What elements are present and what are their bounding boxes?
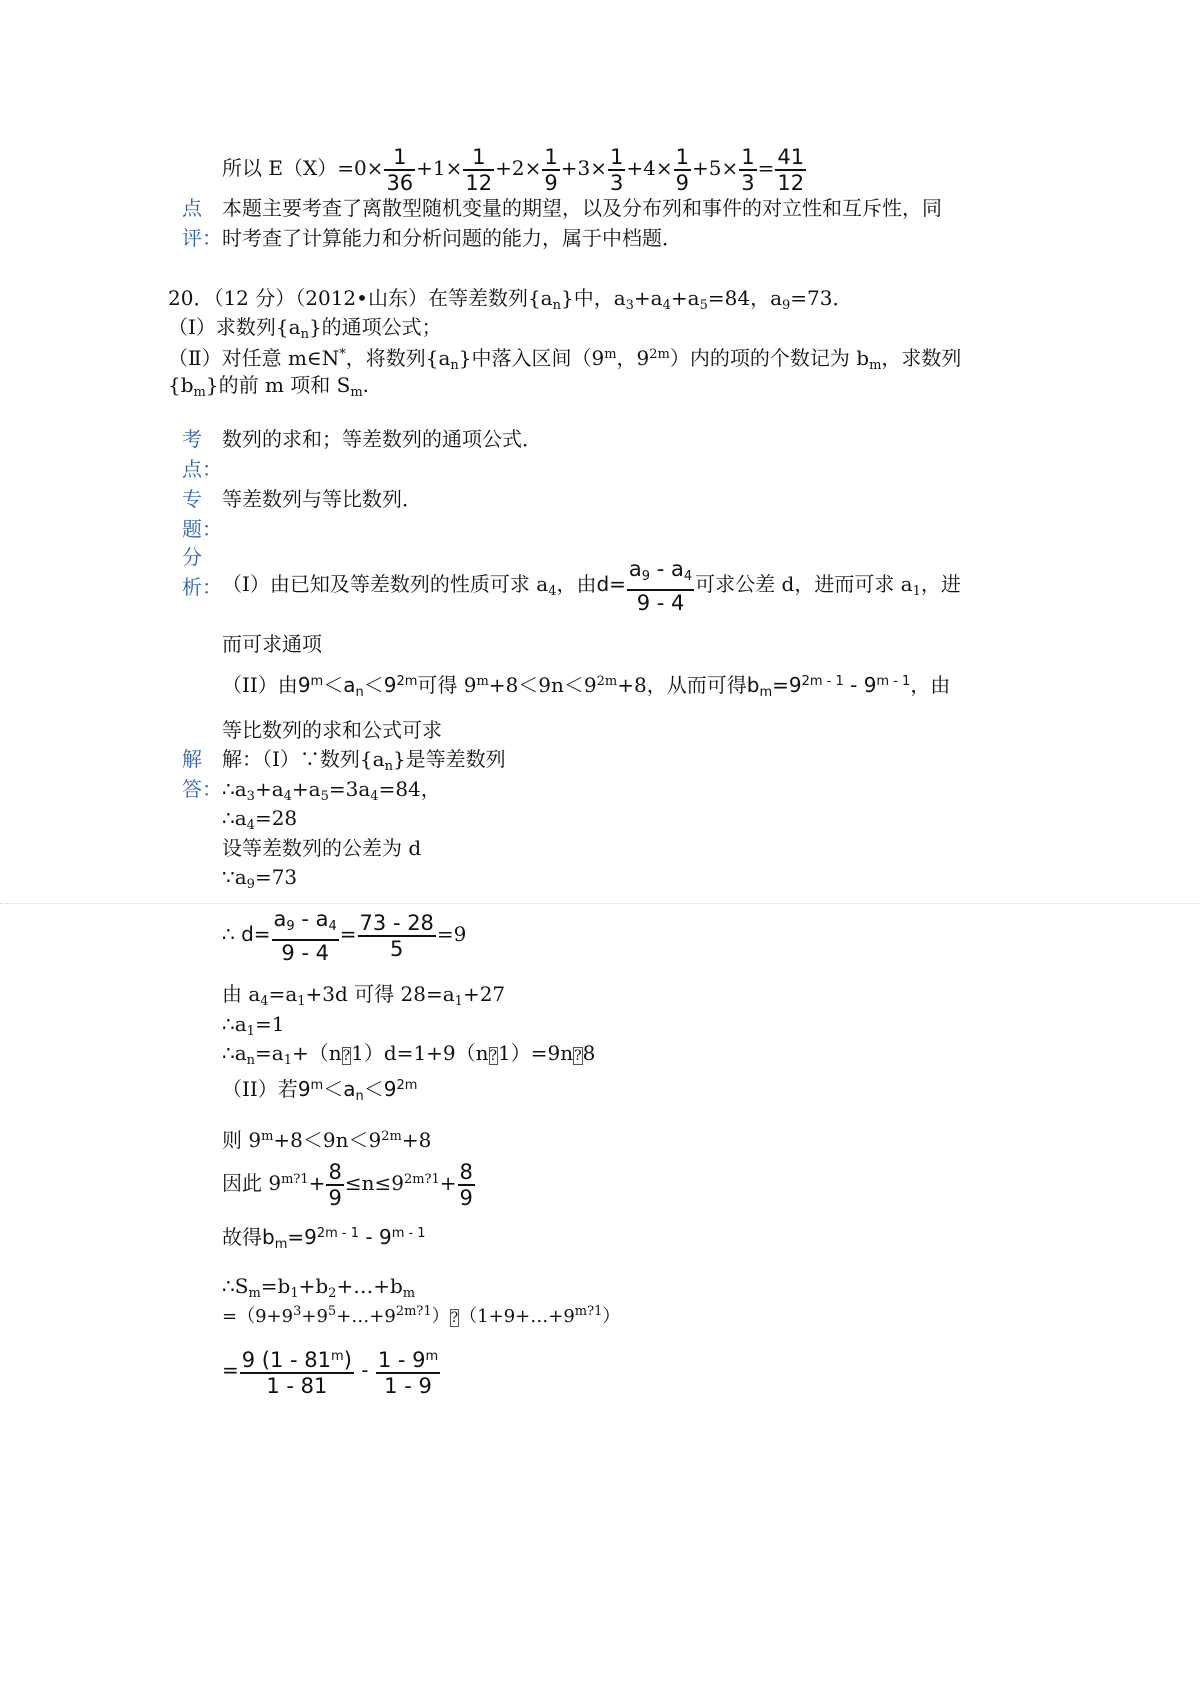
solution-line6: 由 $a_4=a_1+3d$ 可得 $28=a_1+27$: [222, 982, 506, 1009]
solution-line1: 解：（I）∵数列$\{a_n\}$是等差数列: [222, 747, 506, 774]
analysis-line1: （I）由已知及等差数列的性质可求 $a_4$，由d= $\frac{a_9 - a_4}{9 - 4}$ 可求公差 d，进而可求 $a_1$，进: [222, 556, 961, 615]
solution-sum-formula: = $\frac{9 (1 - 81^m)}{1 - 81}$ - $\frac{1 - 9^m}{1 - 9}$: [222, 1342, 441, 1398]
comment-text-2: 时考查了计算能力和分析问题的能力，属于中档题．: [222, 226, 682, 250]
expectation-line: [222, 140, 807, 196]
fraction: $\frac{1 - 9^m}{1 - 9}$: [376, 1345, 440, 1398]
key-point-label: 考 点：: [182, 427, 222, 481]
solution-label: 解 答：: [182, 747, 222, 801]
analysis-line2: 而可求通项: [222, 632, 322, 656]
solution-line2: $\therefore a_3+a_4+a_5=3a_4=84$，: [222, 777, 441, 804]
fraction: $\frac{1}{3}$: [610, 144, 624, 195]
comment-text-1: 本题主要考查了离散型随机变量的期望，以及分布列和事件的对立性和互斥性，同: [222, 196, 942, 220]
comment-label: 点 评：: [182, 196, 222, 250]
question-20-line1: 20．（12 分）（2012•山东）在等差数列$\{a_n\}$中，$a_3+a_4+a_5=84$，$a_9=73$．: [168, 286, 853, 313]
fraction: $\frac{a_9 - a_4}{9 - 4}$: [628, 556, 693, 615]
solution-line13: $\therefore S_m=b_1+b_2+\dots+b_m$: [222, 1274, 416, 1301]
fraction: $\frac{1}{9}$: [675, 144, 690, 195]
topic-text: 等差数列与等比数列．: [222, 487, 422, 511]
operator: +5×: [692, 156, 739, 180]
analysis-line4: 等比数列的求和公式可求: [222, 718, 442, 742]
solution-d-formula: ∴ d= $\frac{a_9 - a_4}{9 - 4}$ = $\frac{73 - 28}{5}$ =9: [222, 906, 467, 965]
fraction: $\frac{a_9 - a_4}{9 - 4}$: [273, 906, 337, 965]
fraction: $\frac{41}{12}$: [777, 144, 805, 195]
expectation-prefix: 所以 E（X）=0×: [222, 156, 384, 180]
solution-line5: $\because a_9=73$: [222, 865, 298, 892]
operator: +2×: [495, 156, 542, 180]
operator: =: [757, 156, 775, 180]
operator: +1×: [416, 156, 463, 180]
fraction: $\frac{9 (1 - 81^m)}{1 - 81}$: [240, 1345, 354, 1398]
page-divider: [0, 903, 1200, 904]
fraction: $\frac{1}{3}$: [741, 144, 755, 195]
solution-line11: 因此 $9^{m?1}+$ $\frac{8}{9}$ $\le n\le 9^{2m?1}+$ $\frac{8}{9}$: [222, 1159, 473, 1210]
fraction: $\frac{1}{36}$: [386, 144, 414, 195]
fraction: $\frac{1}{12}$: [465, 144, 493, 195]
solution-line3: $\therefore a_4=28$: [222, 806, 298, 833]
question-20-part2: （Ⅱ）对任意 m∈N*，将数列$\{a_n\}$中落入区间（9$^m$，$9^{2m}$）内的项的个数记为 $b_m$，求数列: [168, 346, 962, 373]
solution-line8: $\therefore a_n=a_1+(n?1)d=1+9(n?1)=9n?8$: [222, 1041, 596, 1068]
solution-line14: $=(9+9^3+9^5+\dots+9^{2m?1})?(1+9+\dots+9^{m?1})$: [222, 1304, 621, 1327]
solution-line7: $\therefore a_1=1$: [222, 1012, 285, 1039]
solution-line12: 故得$b_m=9^{2m - 1} - 9^{m - 1}$: [222, 1225, 426, 1252]
fraction: $\frac{8}{9}$: [459, 1159, 473, 1210]
fraction: $\frac{1}{9}$: [544, 144, 558, 195]
solution-line9: （II）若$9^m<a_n<9^{2m}$: [222, 1077, 418, 1104]
question-20-part2-cont: $\{b_m\}$的前 m 项和 $S_m$.: [168, 373, 370, 400]
analysis-label: 分 析：: [182, 545, 222, 599]
solution-line4: 设等差数列的公差为 d: [222, 836, 422, 860]
operator: +3×: [560, 156, 608, 180]
fraction: $\frac{73 - 28}{5}$: [359, 910, 434, 961]
analysis-line3: （II）由$9^m<a_n<9^{2m}$可得 $9^m+8<9n<9^{2m}+8$，从而可得$b_m=9^{2m - 1} - 9^{m - 1}$，由: [222, 673, 951, 700]
solution-line10: 则 $9^m+8<9n<9^{2m}+8$: [222, 1128, 432, 1152]
fraction: $\frac{8}{9}$: [328, 1159, 342, 1210]
topic-label: 专 题：: [182, 487, 222, 541]
question-20-part1: （Ⅰ）求数列$\{a_n\}$的通项公式；: [168, 315, 442, 342]
operator: +4×: [626, 156, 673, 180]
key-point-text: 数列的求和；等差数列的通项公式．: [222, 427, 542, 451]
